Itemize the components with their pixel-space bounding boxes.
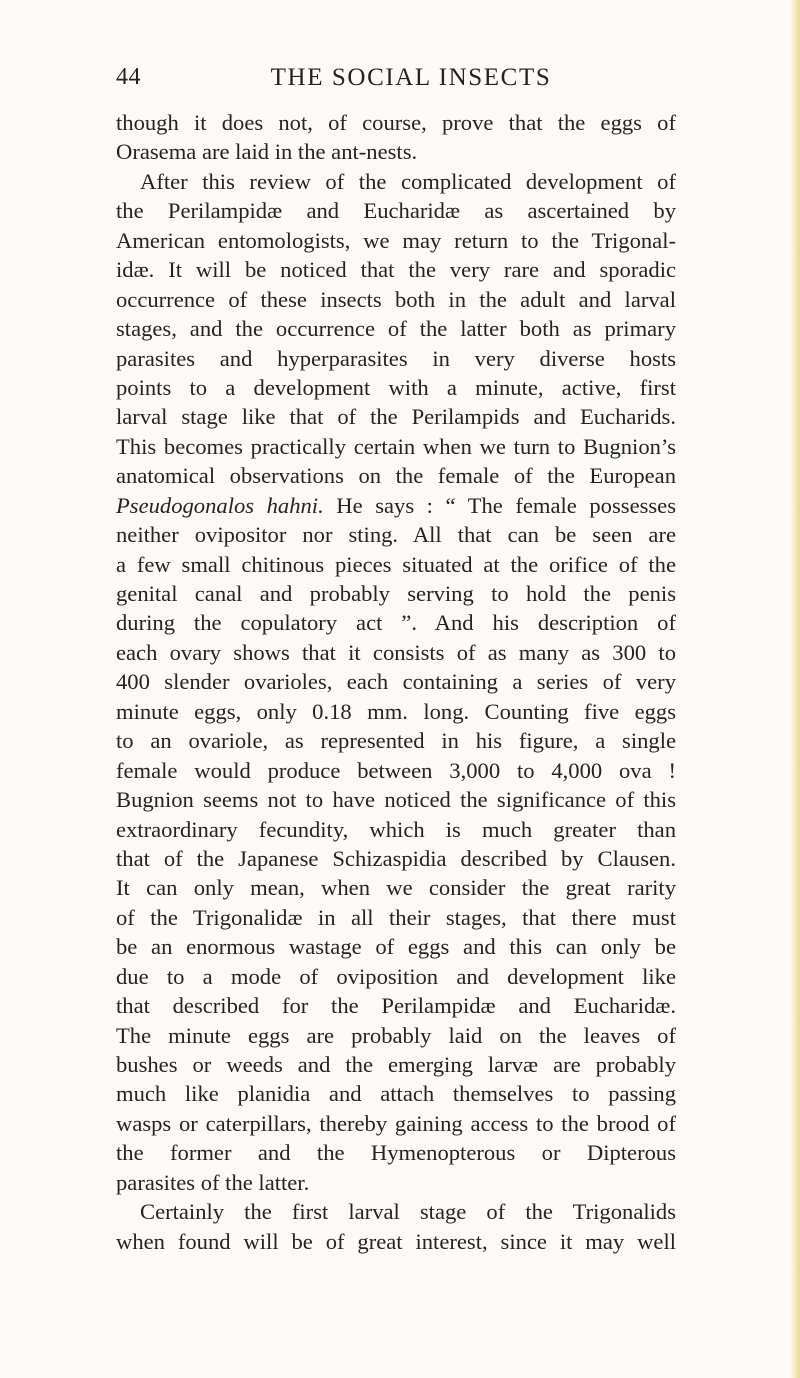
text-line: bushes or weeds and the emerging larvæ are probably bbox=[116, 1052, 676, 1077]
text-line: parasites and hyperparasites in very diverse hosts bbox=[116, 345, 676, 371]
text-line: the Perilampidæ and Eucharidæ as ascertained by bbox=[116, 198, 676, 224]
text-line: to an ovariole, as represented in his figure, a single bbox=[116, 728, 676, 754]
text-line: Certainly the first larval stage of the Trigonalids bbox=[140, 1199, 676, 1225]
running-title: THE SOCIAL INSECTS bbox=[270, 64, 552, 91]
text-line: genital canal and probably serving to hold the penis bbox=[116, 581, 676, 606]
text-line: points to a development with a minute, active, first bbox=[116, 374, 676, 400]
body-text bbox=[116, 108, 676, 1256]
text-line: the former and the Hymenopterous or Dipterous bbox=[116, 1140, 676, 1166]
text-line: occurrence of these insects both in the adult and larval bbox=[116, 286, 676, 312]
text-line: though it does not, of course, prove that the eggs of bbox=[116, 110, 676, 135]
text-line bbox=[116, 491, 676, 520]
page-header bbox=[116, 64, 676, 104]
text-line: minute eggs, only 0.18 mm. long. Counting five eggs bbox=[116, 698, 676, 724]
text-line: a few small chitinous pieces situated at the orifice of the bbox=[116, 551, 676, 577]
text-line: neither ovipositor nor sting. All that can be seen are bbox=[116, 522, 676, 548]
text-line: each ovary shows that it consists of as many as 300 to bbox=[116, 639, 676, 665]
text-line: during the copulatory act ”. And his description of bbox=[116, 610, 676, 636]
text-line: of the Trigonalidæ in all their stages, that there must bbox=[116, 904, 676, 930]
text-line: larval stage like that of the Perilampids and Eucharids. bbox=[116, 404, 676, 430]
text-line: be an enormous wastage of eggs and this can only be bbox=[116, 934, 676, 960]
text-line: due to a mode of oviposition and development like bbox=[116, 963, 676, 989]
text-line: much like planidia and attach themselves to passing bbox=[116, 1081, 676, 1107]
page-edge bbox=[790, 0, 800, 1378]
text-line: that of the Japanese Schizaspidia described by Clausen. bbox=[116, 845, 676, 871]
text-line: female would produce between 3,000 to 4,000 ova ! bbox=[116, 757, 676, 783]
text-line: when found will be of great interest, since it may well bbox=[116, 1228, 676, 1254]
text-line: This becomes practically certain when we turn to Bugnion’s bbox=[116, 433, 676, 459]
text-line: anatomical observations on the female of the European bbox=[116, 463, 676, 489]
text-line: The minute eggs are probably laid on the leaves of bbox=[116, 1022, 676, 1048]
text-line: American entomologists, we may return to the Trigonal- bbox=[116, 227, 676, 253]
text-line: idæ. It will be noticed that the very rare and sporadic bbox=[116, 257, 676, 283]
text-line: stages, and the occurrence of the latter both as primary bbox=[116, 316, 676, 342]
text-line: extraordinary fecundity, which is much greater than bbox=[116, 816, 676, 842]
text-line: parasites of the latter. bbox=[116, 1169, 310, 1195]
text-line: Bugnion seems not to have noticed the significance of this bbox=[116, 787, 676, 813]
species-name: Pseudogonalos hahni. bbox=[116, 492, 324, 518]
text-line: It can only mean, when we consider the great rarity bbox=[116, 875, 676, 901]
text-line: that described for the Perilampidæ and Eucharidæ. bbox=[116, 993, 676, 1019]
text-fragment: He says : “ The female possesses bbox=[323, 492, 676, 518]
text-line: Orasema are laid in the ant-nests. bbox=[116, 139, 418, 165]
text-line: wasps or caterpillars, thereby gaining access to the brood of bbox=[116, 1110, 676, 1136]
text-line: After this review of the complicated development of bbox=[140, 168, 676, 194]
page-number: 44 bbox=[116, 64, 141, 90]
text-line: 400 slender ovarioles, each containing a series of very bbox=[116, 669, 676, 695]
